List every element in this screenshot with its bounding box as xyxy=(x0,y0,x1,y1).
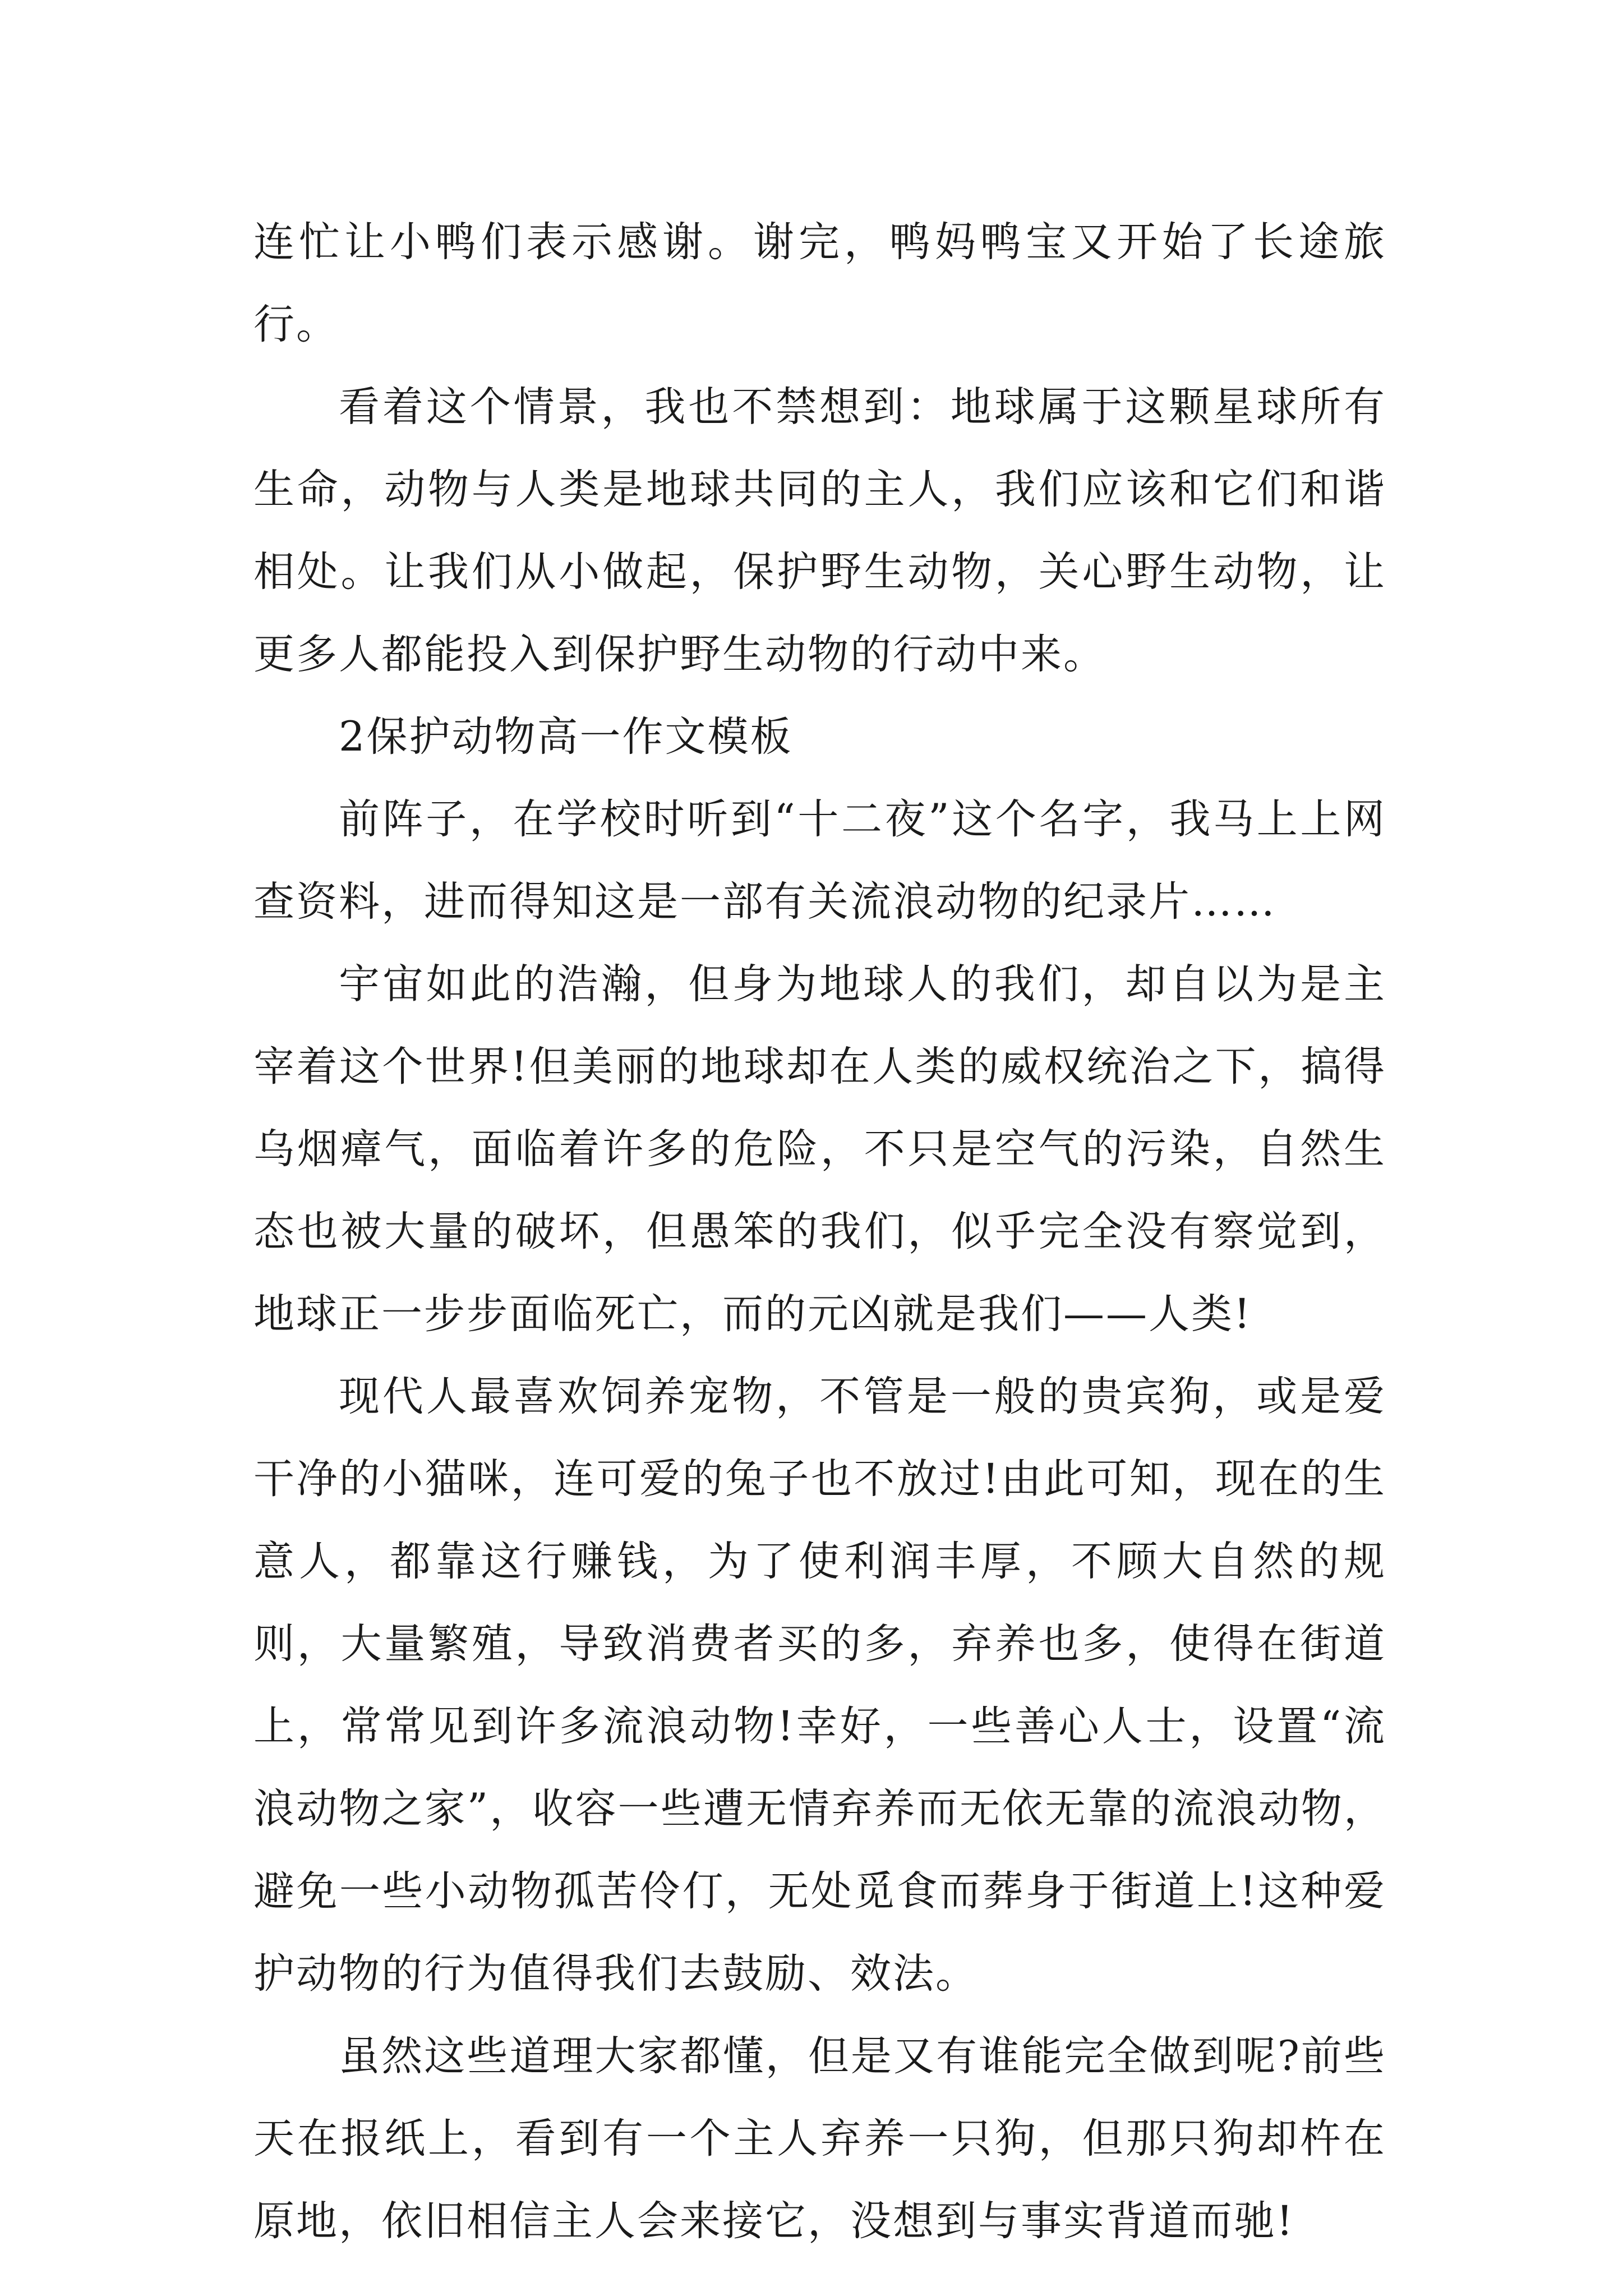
paragraph-continuation: 连忙让小鸭们表示感谢。谢完，鸭妈鸭宝又开始了长途旅行。 xyxy=(253,218,1386,348)
section-heading: 2保护动物高一作文模板 xyxy=(339,713,793,761)
paragraph: 看着这个情景，我也不禁想到：地球属于这颗星球所有生命，动物与人类是地球共同的主人，我们应该和它们和谐相处。让我们从小做起，保护野生动物，关心野生动物，让更多人都能投入到保护野生动物的行动中来。 xyxy=(253,383,1386,678)
paragraph: 现代人最喜欢饲养宠物，不管是一般的贵宾狗，或是爱干净的小猫咪，连可爱的兔子也不放过!由此可知，现在的生意人，都靠这行赚钱，为了使利润丰厚，不顾大自然的规则，大量繁殖，导致消费者买的多，弃养也多，使得在街道上，常常见到许多流浪动物!幸好，一些善心人士，设置“流浪动物之家”，收容一些遭无情弃养而无依无靠的流浪动物，避免一些小动物孤苦伶仃，无处觅食而葬身于街道上!这种爱护动物的行为值得我们去鼓励、效法。 xyxy=(253,1373,1386,1998)
paragraph: 虽然这些道理大家都懂，但是又有谁能完全做到呢?前些天在报纸上，看到有一个主人弃养一只狗，但那只狗却杵在原地，依旧相信主人会来接它，没想到与事实背道而驰! xyxy=(253,2032,1386,2245)
paragraph: 宇宙如此的浩瀚，但身为地球人的我们，却自以为是主宰着这个世界!但美丽的地球却在人类的威权统治之下，搞得乌烟瘴气，面临着许多的危险，不只是空气的污染，自然生态也被大量的破坏，但愚笨的我们，似乎完全没有察觉到，地球正一步步面临死亡，而的元凶就是我们——人类! xyxy=(253,960,1386,1338)
paragraph: 前阵子，在学校时听到“十二夜”这个名字，我马上上网查资料，进而得知这是一部有关流浪动物的纪录片…… xyxy=(253,795,1386,926)
document-body xyxy=(253,201,1386,2262)
